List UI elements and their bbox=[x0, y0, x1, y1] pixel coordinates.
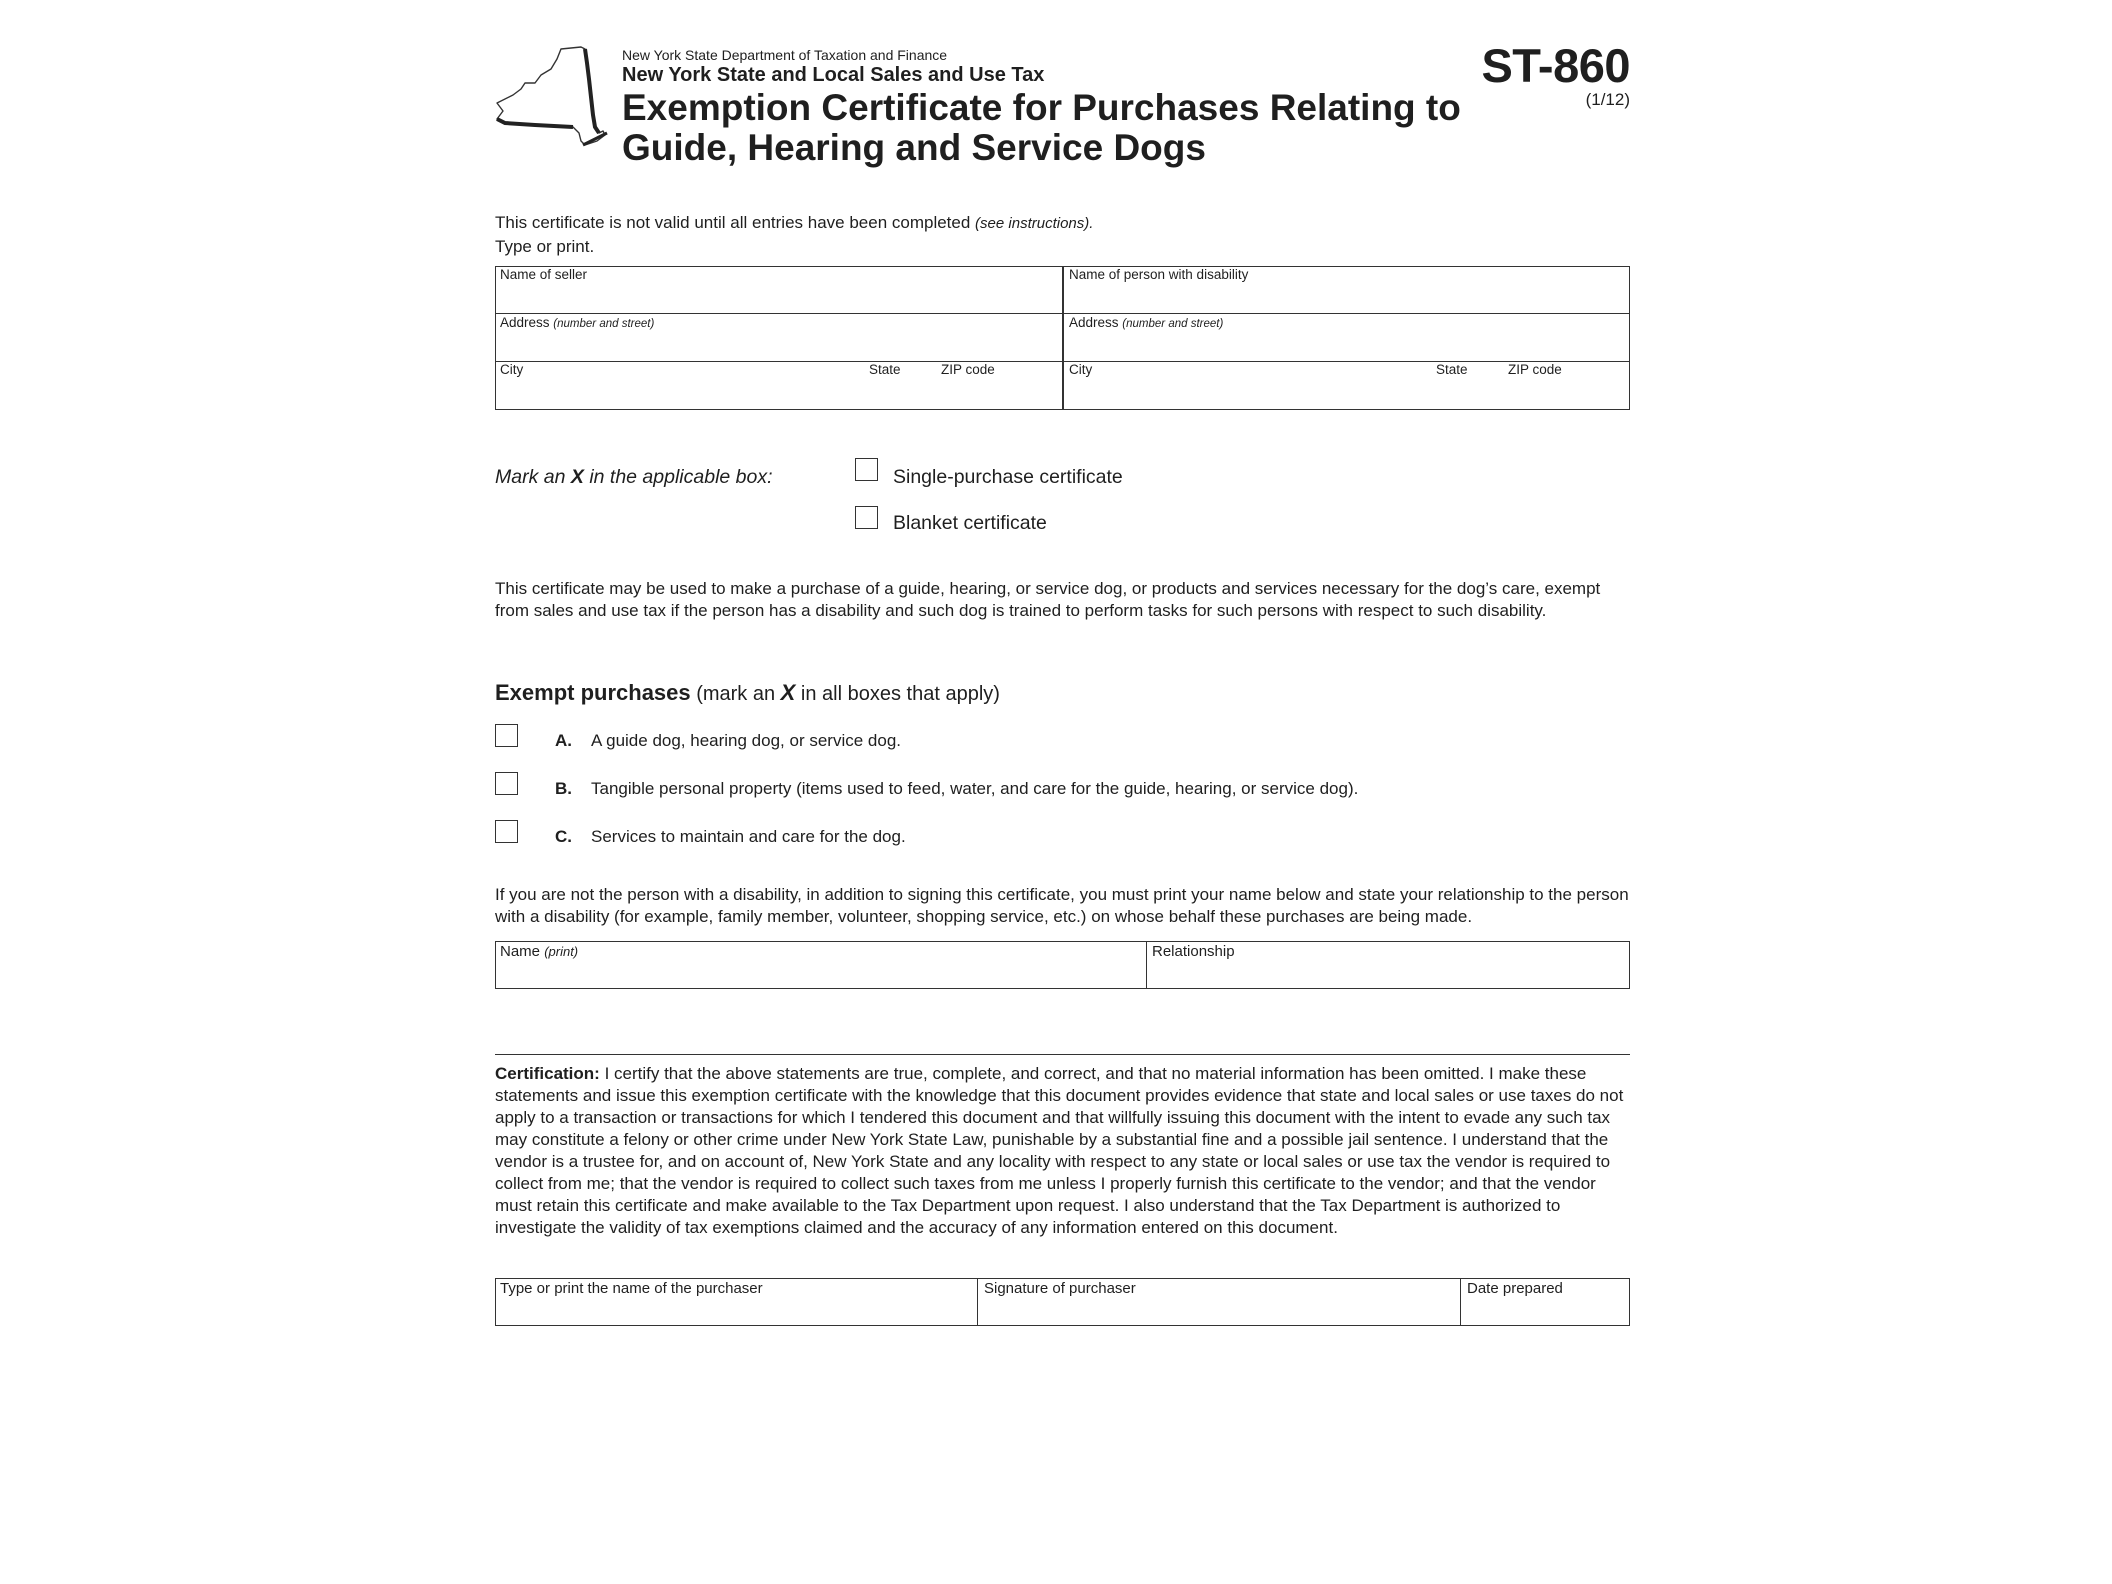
date-prepared-label: Date prepared bbox=[1467, 1280, 1563, 1297]
representative-name-field[interactable] bbox=[496, 942, 1145, 988]
disabled-person-name-label: Name of person with disability bbox=[1069, 267, 1249, 282]
department-name: New York State Department of Taxation and Finance bbox=[622, 47, 948, 63]
exempt-item-c-letter: C. bbox=[555, 827, 573, 846]
disabled-person-city-label: City bbox=[1069, 362, 1093, 377]
certification-text: I certify that the above statements are true, complete, and correct, and that no material information has been omitted. I make these statements and issue this exemption certificate with the knowledge that this document provides evidence that state and local sales or use taxes do not apply to a transaction or transactions for which I tendered this document and that willfully issuing this document with the intent to evade any such tax may constitute a felony or other crime under New York State Law, punishable by a substantial fine and a possible jail sentence. I understand that the vendor is a trustee for, and on account of, New York State and any locality with respect to any state or local sales or use tax the vendor is required to collect from me; that the vendor is required to collect such taxes from me unless I properly furnish this certificate to the vendor; and that the vendor must retain this certificate and make available to the Tax Department upon request. I also understand that the Tax Department is authorized to investigate the validity of tax exemptions claimed and the accuracy of any information entered on this document. bbox=[495, 1064, 1624, 1237]
certification-statement bbox=[495, 1063, 1635, 1239]
new-york-state-map-icon bbox=[495, 45, 611, 149]
representative-name-label bbox=[500, 943, 578, 960]
disabled-person-name-field[interactable] bbox=[1064, 267, 1629, 312]
validity-note bbox=[495, 213, 1093, 233]
certification-label: Certification: bbox=[495, 1064, 600, 1083]
exempt-item-c-text: Services to maintain and care for the dog. bbox=[591, 827, 906, 846]
seller-city-label: City bbox=[500, 362, 524, 377]
exempt-item-a-text: A guide dog, hearing dog, or service dog. bbox=[591, 731, 901, 750]
seller-address-hint: (number and street) bbox=[553, 318, 655, 330]
purchaser-signature-field[interactable] bbox=[978, 1279, 1459, 1325]
usage-paragraph: This certificate may be used to make a purchase of a guide, hearing, or service dog, or products and services necessary for the dog’s care, exempt from sales and use tax if the person has a disability and such dog is trained to perform tasks for such persons with respect to such disability. bbox=[495, 579, 1601, 620]
heading-note-post: in all boxes that apply) bbox=[800, 683, 1000, 705]
exempt-item-b-letter: B. bbox=[555, 779, 573, 798]
seller-address-label bbox=[500, 315, 654, 330]
seller-state-field[interactable] bbox=[866, 362, 938, 409]
relationship-field[interactable] bbox=[1147, 942, 1629, 988]
exempt-purchases-title: Exempt purchases bbox=[495, 680, 691, 705]
exempt-purchases-heading bbox=[495, 680, 1000, 706]
relationship-label: Relationship bbox=[1152, 943, 1235, 960]
form-title-line-2: Guide, Hearing and Service Dogs bbox=[622, 127, 1206, 168]
disabled-person-address-label-text: Address bbox=[1069, 315, 1119, 330]
validity-note-text: This certificate is not valid until all entries have been completed bbox=[495, 213, 971, 232]
exempt-item-a-letter: A. bbox=[555, 731, 573, 750]
exempt-item-c-checkbox[interactable] bbox=[495, 820, 518, 843]
heading-note-x: X bbox=[780, 680, 796, 705]
prompt-pre: Mark an bbox=[495, 466, 566, 488]
prompt-x: X bbox=[570, 466, 584, 488]
certification-rule bbox=[495, 1054, 1630, 1055]
seller-state-label: State bbox=[869, 362, 901, 377]
seller-zip-field[interactable] bbox=[939, 362, 1061, 409]
seller-city-field[interactable] bbox=[496, 362, 865, 409]
purchaser-name-field[interactable] bbox=[496, 1279, 976, 1325]
blanket-certificate-checkbox[interactable] bbox=[855, 506, 878, 529]
single-purchase-label: Single-purchase certificate bbox=[893, 466, 1123, 488]
seller-address-label-text: Address bbox=[500, 315, 550, 330]
disabled-person-address-hint: (number and street) bbox=[1122, 318, 1224, 330]
seller-zip-label: ZIP code bbox=[941, 362, 995, 377]
seller-name-field[interactable] bbox=[496, 267, 1061, 312]
disabled-person-state-field[interactable] bbox=[1433, 362, 1505, 409]
form-title-line-1: Exemption Certificate for Purchases Relating to bbox=[622, 87, 1461, 128]
single-purchase-checkbox[interactable] bbox=[855, 458, 878, 481]
disabled-person-zip-field[interactable] bbox=[1506, 362, 1629, 409]
seller-name-label: Name of seller bbox=[500, 267, 588, 282]
heading-note-pre: (mark an bbox=[696, 683, 776, 705]
validity-note-aside: (see instructions). bbox=[975, 215, 1094, 232]
representative-name-label-text: Name bbox=[500, 943, 541, 960]
disabled-person-zip-label: ZIP code bbox=[1508, 362, 1562, 377]
disabled-person-address-field[interactable] bbox=[1064, 314, 1629, 360]
representative-name-hint: (print) bbox=[544, 944, 579, 959]
form-number: ST-860 bbox=[1481, 39, 1630, 92]
form-revision: (1/12) bbox=[1585, 90, 1630, 109]
date-prepared-field[interactable] bbox=[1461, 1279, 1629, 1325]
form-title bbox=[622, 88, 1461, 168]
disabled-person-city-field[interactable] bbox=[1064, 362, 1432, 409]
representative-paragraph: If you are not the person with a disability, in addition to signing this certificate, you must print your name below and state your relationship to the person with a disability (for example, family member, volunteer, shopping service, etc.) on whose behalf these purchases are being made. bbox=[495, 885, 1629, 926]
disabled-person-state-label: State bbox=[1436, 362, 1468, 377]
disabled-person-address-label bbox=[1069, 315, 1223, 330]
exempt-item-a-checkbox[interactable] bbox=[495, 724, 518, 747]
exempt-item-b-checkbox[interactable] bbox=[495, 772, 518, 795]
purchaser-signature-label: Signature of purchaser bbox=[984, 1280, 1136, 1297]
prompt-post: in the applicable box: bbox=[589, 466, 773, 488]
certificate-type-prompt bbox=[495, 466, 773, 489]
blanket-certificate-label: Blanket certificate bbox=[893, 512, 1047, 534]
type-or-print-note: Type or print. bbox=[495, 237, 595, 256]
exempt-item-b-text: Tangible personal property (items used to feed, water, and care for the guide, hearing, or service dog). bbox=[591, 779, 1359, 798]
seller-address-field[interactable] bbox=[496, 314, 1061, 360]
form-subtitle: New York State and Local Sales and Use Tax bbox=[622, 64, 1045, 86]
purchaser-name-label: Type or print the name of the purchaser bbox=[500, 1280, 763, 1297]
